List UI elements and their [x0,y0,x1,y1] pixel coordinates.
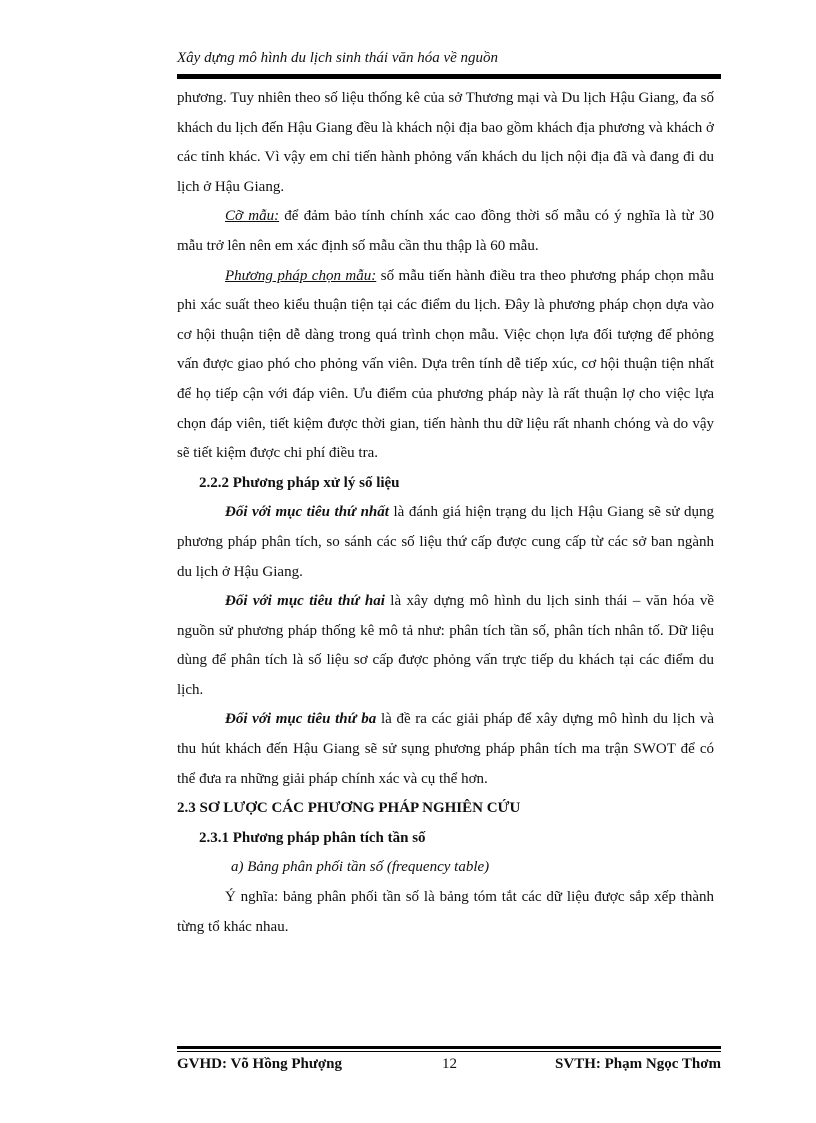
paragraph-sampling-method [177,262,714,469]
footer-student: SVTH: Phạm Ngọc Thơm [555,1056,721,1072]
objective-1-label: Đối với mục tiêu thứ nhất [225,504,389,521]
paragraph-objective-2 [177,587,714,705]
heading-2-3-1: 2.3.1 Phương pháp phân tích tần số [199,829,426,846]
paragraph-frequency-meaning: Ý nghĩa: bảng phân phối tần số là bảng tóm tắt các dữ liệu được sắp xếp thành từng tổ khác nhau. [177,889,714,935]
heading-2-2-2: 2.2.2 Phương pháp xử lý số liệu [199,474,400,491]
objective-3-label: Đối với mục tiêu thứ ba [225,711,377,728]
objective-1-text: là đánh giá hiện trạng du lịch Hậu Giang sẽ sử dụng phương pháp phân tích, so sánh các số liệu thứ cấp được cung cấp từ các sở ban ngành du lịch ở Hậu Giang. [177,504,714,580]
objective-3-text: là đề ra các giải pháp để xây dựng mô hình du lịch và thu hút khách đến Hậu Giang sẽ sử sụng phương pháp phân tích ma trận SWOT để có thể đưa ra những giải pháp chính xác và cụ thể hơn. [177,711,714,787]
sampling-method-text: số mẫu tiến hành điều tra theo phương pháp chọn mẫu phi xác suất theo kiểu thuận tiện tại các điểm du lịch. Đây là phương pháp chọn dựa vào cơ hội thuận tiện dễ dàng trong quá trình chọn mẫu. Việc chọn lựa đối tượng để phỏng vấn được giao phó cho phỏng vấn viên. Dựa trên tính dễ tiếp xúc, cơ hội thuận tiện nhất để họ tiếp cận với đáp viên. Ưu điểm của phương pháp này là rất thuận lợ cho việc lựa chọn đáp viên, tiết kiệm được thời gian, tiến hành thu dữ liệu rất nhanh chóng và do vậy sẽ tiết kiệm được chi phí điều tra. [177,267,714,462]
paragraph-sample-size [177,202,714,261]
subheading-frequency-table: a) Bảng phân phối tần số (frequency table) [231,859,490,876]
objective-2-label: Đối với mục tiêu thứ hai [225,593,385,610]
paragraph-objective-1 [177,498,714,587]
sample-size-text: để đảm bảo tính chính xác cao đồng thời số mẫu có ý nghĩa là từ 30 mẫu trở lên nên em xác định số mẫu cần thu thập là 60 mẫu. [177,208,714,254]
sample-size-label: Cỡ mẫu: [225,208,280,225]
objective-2-text: là xây dựng mô hình du lịch sinh thái – văn hóa về nguồn sử phương pháp thống kê mô tả như: phân tích tần số, phân tích nhân tố. Dữ liệu dùng để phân tích là số liệu sơ cấp được phỏng vấn trực tiếp du khách tại các điểm du lịch. [177,593,714,698]
sampling-method-label: Phương pháp chọn mẫu: [225,267,377,284]
footer-rule-thick [177,1046,721,1049]
page-body [177,84,714,942]
heading-2-3: 2.3 SƠ LƯỢC CÁC PHƯƠNG PHÁP NGHIÊN CỨU [177,800,521,817]
paragraph-survey-scope: phương. Tuy nhiên theo số liệu thống kê của sở Thương mại và Du lịch Hậu Giang, đa số khách du lịch đến Hậu Giang đều là khách nội địa bao gồm khách địa phương và khách ở các tỉnh khác. Vì vậy em chỉ tiến hành phỏng vấn khách du lịch nội địa đã và đang đi du lịch ở Hậu Giang. [177,90,714,195]
running-header-title: Xây dựng mô hình du lịch sinh thái văn hóa về nguồn [177,50,499,66]
footer-rule-thin [177,1051,721,1052]
paragraph-objective-3 [177,705,714,794]
footer-advisor: GVHD: Võ Hồng Phượng [177,1056,342,1072]
footer-page-number: 12 [442,1056,457,1072]
header-rule [177,74,721,79]
